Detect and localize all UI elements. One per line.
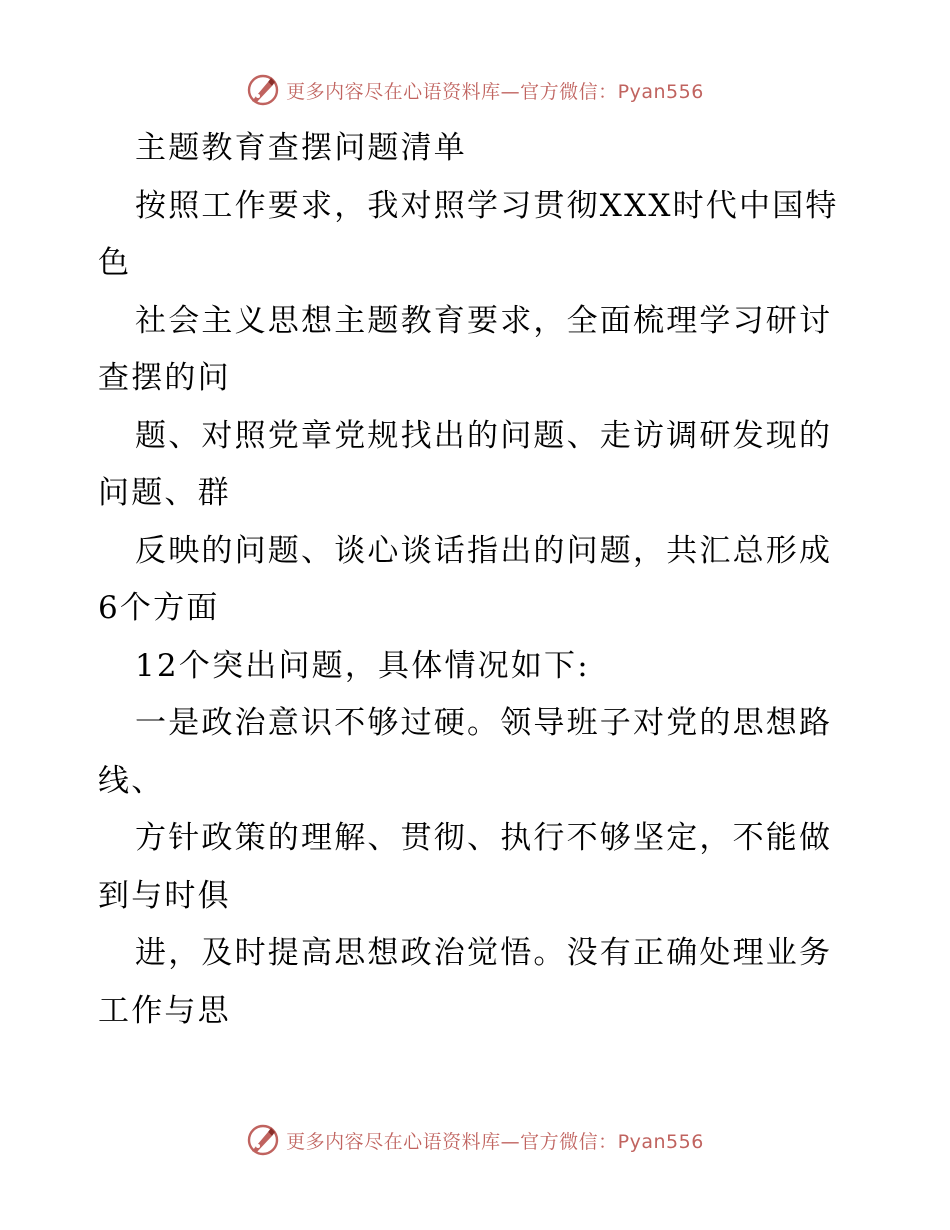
text-line: 查摆的问 [98, 360, 231, 396]
text-line: 社会主义思想主题教育要求，全面梳理学习研讨 [135, 302, 833, 339]
text-line: 问题、群 [98, 475, 231, 511]
text-line: 12个突出问题，具体情况如下: [135, 647, 590, 684]
text-line: 到与时俱 [98, 877, 231, 914]
text-line: 线、 [98, 762, 165, 799]
watermark-text: 更多内容尽在心语资料库—官方微信：Pyan556 [286, 80, 704, 103]
text-line: 按照工作要求，我对照学习贯彻XXX时代中国特 [135, 187, 839, 224]
footer-watermark [0, 1120, 950, 1160]
text-line: 色 [98, 245, 132, 281]
text-line: 一是政治意识不够过硬。领导班子对党的思想路 [135, 705, 833, 741]
document-body [98, 120, 858, 1040]
pen-logo-icon [246, 1123, 280, 1157]
text-line: 反映的问题、谈心谈话指出的问题，共汇总形成 [135, 532, 833, 569]
text-line: 题、对照党章党规找出的问题、走访调研发现的 [135, 417, 833, 454]
watermark-text: 更多内容尽在心语资料库—官方微信：Pyan556 [286, 1130, 704, 1153]
header-watermark [0, 70, 950, 110]
text-line: 工作与思 [98, 992, 231, 1029]
text-line: 进，及时提高思想政治觉悟。没有正确处理业务 [135, 935, 833, 971]
text-line: 6个方面 [98, 590, 220, 626]
pen-logo-icon [246, 73, 280, 107]
document-title: 主题教育查摆问题清单 [135, 130, 467, 166]
text-line: 方针政策的理解、贯彻、执行不够坚定，不能做 [135, 820, 833, 856]
